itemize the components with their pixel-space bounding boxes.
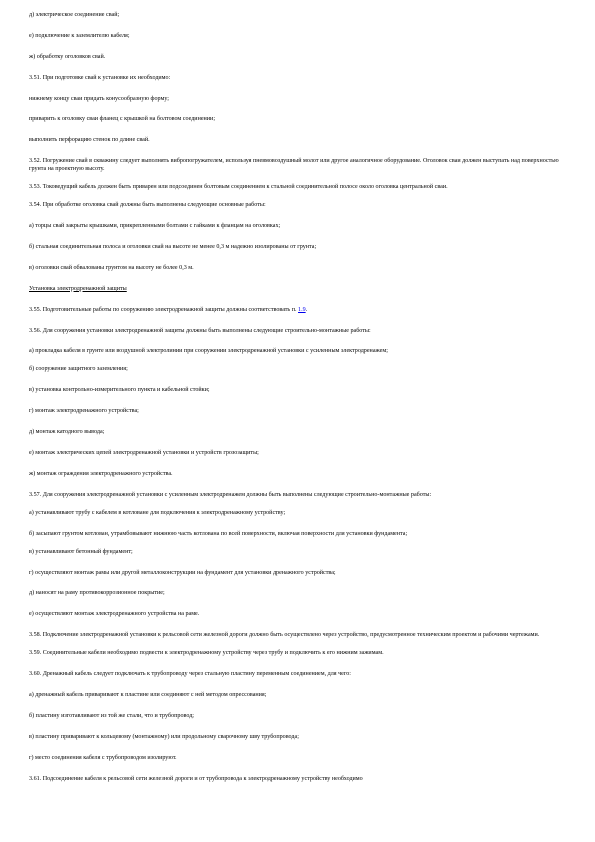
paragraph-6: приварить к оголовку сваи фланец с крышкой на болтовом соединении;: [29, 116, 216, 123]
paragraph-29: д) наносят на раму противокоррозионное покрытие;: [29, 590, 165, 597]
paragraph-9: 3.53. Токоведущий кабель должен быть приварен или подсоединен болтовым соединением к стальной соединительной полосе около оголовка центральной сваи.: [29, 184, 448, 191]
paragraph-32: 3.59. Соединительные кабели необходимо подвести к электродренажному устройству через трубу и подключить к его нижним зажимам.: [29, 650, 384, 657]
reference-link[interactable]: 1.9: [298, 306, 306, 313]
paragraph-20: г) монтаж электродренажного устройства;: [29, 408, 139, 415]
paragraph-16: 3.56. Для сооружения установки электродренажной защиты должны быть выполнены следующие строительно-монтажные работы:: [29, 327, 371, 334]
paragraph-30: е) осуществляют монтаж электродренажного устройства на раме.: [29, 611, 200, 618]
paragraph-28: г) осуществляют монтаж рамы или другой металлоконструкции на фундамент для установки дренажного устройства;: [29, 569, 336, 576]
paragraph-15-tail: .: [305, 306, 308, 313]
paragraph-12: б) стальная соединительная полоса и оголовки свай на высоте не менее 0,3 м надежно изолированы от грунта;: [29, 244, 317, 251]
paragraph-13: в) оголовки свай обвалованы грунтом на высоту не более 0,3 м.: [29, 264, 194, 271]
paragraph-24: 3.57. Для сооружения электродренажной установки с усиленным электродренажем должны быть выполнены следующие строительно-монтажные работы:: [29, 491, 432, 498]
document-body: [29, 11, 559, 796]
paragraph-36: в) пластину приваривают к кольцевому (монтажному) или продольному сварочному шву трубопровода;: [29, 733, 299, 740]
paragraph-38: 3.61. Подсоединение кабеля к рельсовой сети железной дороги и от трубопровода к электродренажному устройству необходимо: [29, 775, 363, 782]
paragraph-25: а) устанавливают трубу с кабелем в котловане для подключения к электродренажному устройству;: [29, 509, 286, 516]
paragraph-31: 3.58. Подключение электродренажной установки к рельсовой сети железной дороги должно быть осуществлено через устройство, предусмотренное техническим проектом и рабочими чертежами.: [29, 632, 540, 639]
section-heading: Установка электродренажной защиты: [29, 285, 127, 292]
paragraph-11: а) торцы свай закрыты крышками, прикрепленными болтами с гайками к фланцам на оголовках;: [29, 223, 281, 230]
paragraph-4: 3.51. При подготовке свай к установке их необходимо:: [29, 74, 171, 81]
paragraph-15-text: 3.55. Подготовительные работы по сооружению электродренажной защиты должны соответствовать п.: [29, 306, 299, 313]
paragraph-27: в) устанавливают бетонный фундамент;: [29, 548, 133, 555]
paragraph-5: нижнему концу сваи придать конусообразную форму;: [29, 95, 170, 102]
paragraph-15: [29, 306, 559, 314]
paragraph-7: выполнить перфорацию стенок по длине свай.: [29, 137, 150, 144]
paragraph-34: а) дренажный кабель приваривают к пластине или соединяют с ней методом опрессования;: [29, 692, 267, 699]
paragraph-8: 3.52. Погружение свай в скважину следует выполнять вибропогружателем, используя пневмовоздушный молот или другое аналогичное оборудование. Оголовок сваи должен выступать над поверхностью грунта на проектную высоту.: [29, 158, 559, 173]
paragraph-35: б) пластину изготавливают из той же стали, что и трубопровод;: [29, 712, 194, 719]
paragraph-23: ж) монтаж ограждения электродренажного устройства.: [29, 470, 173, 477]
paragraph-33: 3.60. Дренажный кабель следует подключать к трубопроводу через стальную пластину переменным соединением, для чего:: [29, 671, 351, 678]
paragraph-3: ж) обработку оголовков свай.: [29, 53, 106, 60]
paragraph-21: д) монтаж катодного вывода;: [29, 429, 105, 436]
paragraph-1: д) электрическое соединение свай;: [29, 12, 120, 18]
paragraph-19: в) установка контрольно-измерительного пункта и кабельной стойки;: [29, 387, 210, 394]
paragraph-22: е) монтаж электрических цепей электродренажной установки и устройств грозозащиты;: [29, 450, 259, 457]
paragraph-18: б) сооружение защитного заземления;: [29, 366, 128, 373]
paragraph-37: г) место соединения кабеля с трубопроводом изолируют.: [29, 754, 177, 761]
paragraph-17: а) прокладка кабеля в грунте или воздушной электролинии при сооружении электродренажной установки с усиленным электродренажем;: [29, 348, 388, 355]
paragraph-2: е) подключение к заземлителю кабеля;: [29, 32, 130, 39]
paragraph-26: б) засыпают грунтом котлован, утрамбовывают нижнюю часть котлована по всей поверхности, включая поверхности для установки фундамента;: [29, 530, 408, 537]
paragraph-10: 3.54. При обработке оголовка свай должны быть выполнены следующие основные работы:: [29, 202, 266, 209]
